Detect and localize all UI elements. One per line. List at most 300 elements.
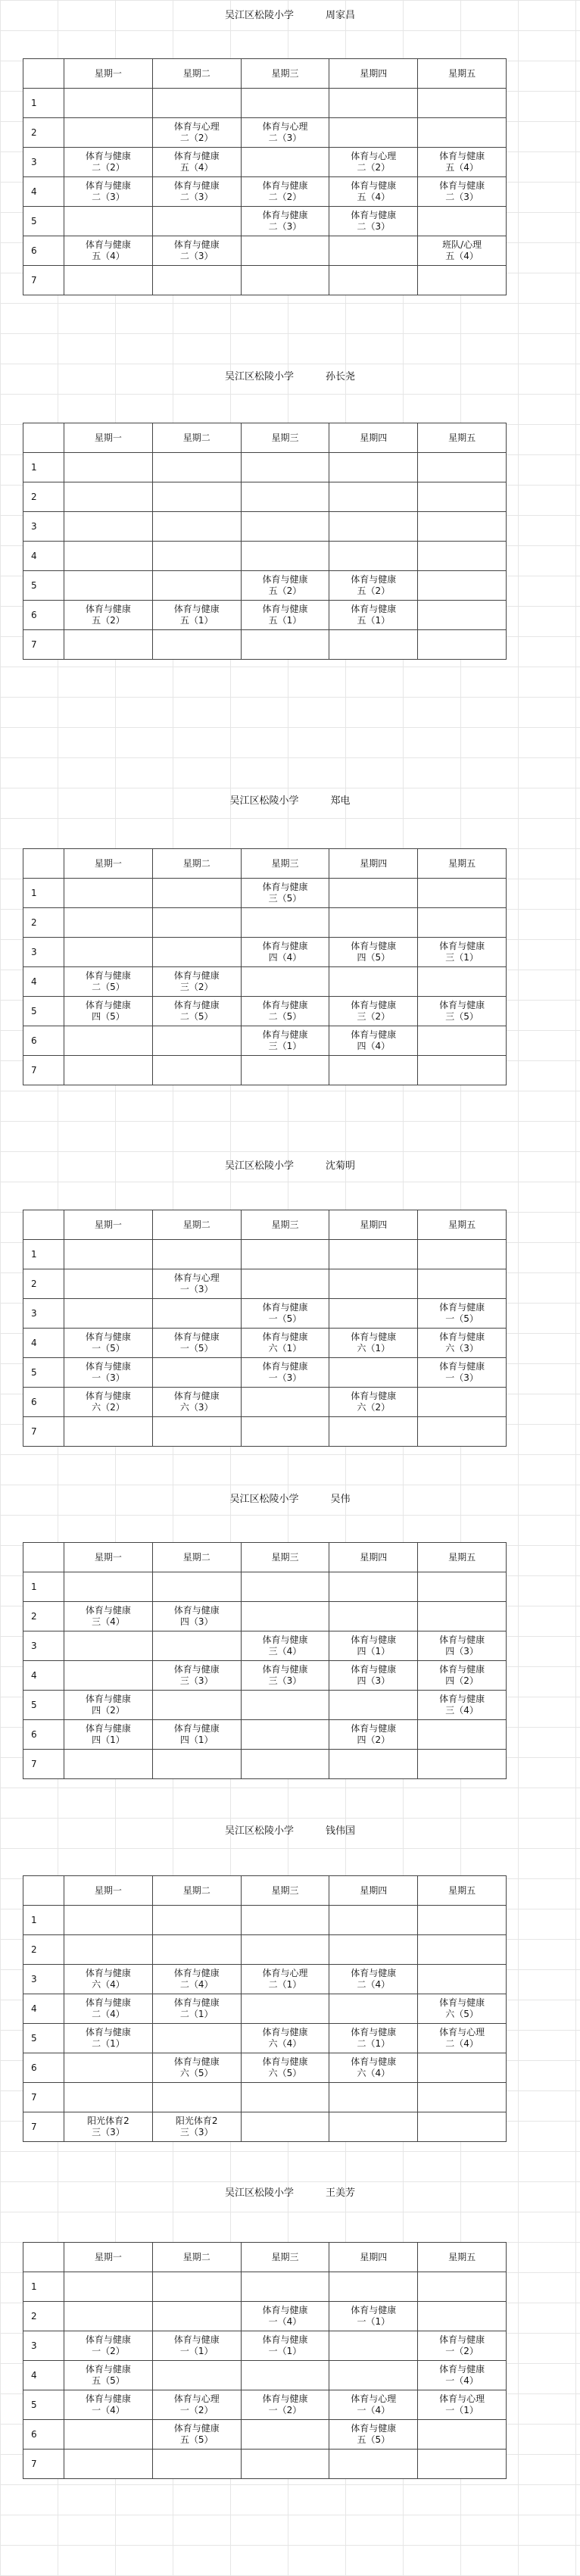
lesson-class: 五（5） <box>357 2434 391 2445</box>
table-row <box>23 453 507 482</box>
lesson-cell <box>329 207 418 236</box>
lesson-subject: 体育与心理 <box>351 2393 397 2404</box>
lesson-class: 三（3） <box>268 1675 302 1686</box>
lesson-class: 五（4） <box>357 192 391 202</box>
period-number: 4 <box>23 1329 64 1358</box>
empty-cell <box>241 1994 329 2024</box>
corner-cell <box>23 59 64 89</box>
empty-cell <box>152 2361 241 2390</box>
lesson-class: 四（3） <box>445 1646 479 1656</box>
table-row <box>23 1056 507 1085</box>
lesson-class: 二（5） <box>92 982 125 992</box>
day-header: 星期五 <box>418 1210 507 1240</box>
lesson-cell <box>152 177 241 207</box>
lesson-class: 四（1） <box>357 1646 391 1656</box>
table-row <box>23 207 507 236</box>
lesson-subject: 体育与健康 <box>173 2334 220 2345</box>
period-number: 3 <box>23 1631 64 1661</box>
lesson-cell <box>241 1026 329 1056</box>
table-row <box>23 1026 507 1056</box>
lesson-class: 五（1） <box>357 615 391 626</box>
empty-cell <box>418 1602 507 1631</box>
empty-cell <box>418 1269 507 1299</box>
period-number: 7 <box>23 2112 64 2142</box>
lesson-cell <box>329 148 418 177</box>
lesson-cell <box>418 1299 507 1329</box>
empty-cell <box>329 2361 418 2390</box>
empty-cell <box>152 542 241 571</box>
period-number: 4 <box>23 2361 64 2390</box>
table-row <box>23 938 507 967</box>
lesson-cell <box>152 2420 241 2450</box>
lesson-subject: 体育与健康 <box>85 1332 131 1342</box>
empty-cell <box>152 207 241 236</box>
empty-cell <box>241 236 329 266</box>
lesson-subject: 体育与健康 <box>439 2334 485 2345</box>
day-header: 星期四 <box>329 849 418 879</box>
header-row <box>23 1543 507 1572</box>
period-number: 1 <box>23 89 64 118</box>
lesson-class: 一（2） <box>445 2346 479 2356</box>
lesson-cell <box>329 1720 418 1750</box>
lesson-class: 四（2） <box>92 1705 125 1716</box>
lesson-cell <box>241 1631 329 1661</box>
day-header: 星期一 <box>64 1210 153 1240</box>
lesson-subject: 体育与健康 <box>262 1635 308 1645</box>
lesson-subject: 体育与健康 <box>85 2027 131 2037</box>
empty-cell <box>418 482 507 512</box>
lesson-class: 六（5） <box>179 2068 214 2078</box>
lesson-cell <box>64 2361 153 2390</box>
lesson-subject: 体育与健康 <box>439 1635 485 1645</box>
lesson-subject: 体育与健康 <box>351 2056 397 2067</box>
lesson-subject: 体育与健康 <box>173 1723 220 1734</box>
empty-cell <box>241 89 329 118</box>
lesson-subject: 体育与健康 <box>351 1000 397 1010</box>
empty-cell <box>418 1965 507 1994</box>
table-row <box>23 601 507 630</box>
empty-cell <box>329 1056 418 1085</box>
lesson-class: 四（3） <box>357 1675 391 1686</box>
lesson-class: 一（1） <box>445 2405 479 2415</box>
lesson-subject: 体育与健康 <box>262 180 308 191</box>
lesson-cell <box>418 2331 507 2361</box>
empty-cell <box>418 1906 507 1935</box>
empty-cell <box>64 453 153 482</box>
table-row <box>23 2053 507 2083</box>
lesson-cell <box>329 1661 418 1691</box>
empty-cell <box>329 630 418 660</box>
lesson-cell <box>241 938 329 967</box>
empty-cell <box>241 2272 329 2302</box>
lesson-cell <box>241 2390 329 2420</box>
lesson-cell <box>152 2053 241 2083</box>
lesson-cell <box>418 148 507 177</box>
lesson-cell <box>241 177 329 207</box>
lesson-subject: 体育与心理 <box>173 121 220 132</box>
empty-cell <box>329 1240 418 1269</box>
lesson-cell <box>64 2112 153 2142</box>
empty-cell <box>241 2450 329 2479</box>
empty-cell <box>329 512 418 542</box>
table-row <box>23 1935 507 1965</box>
lesson-subject: 体育与健康 <box>85 970 131 981</box>
lesson-cell <box>418 938 507 967</box>
lesson-class: 三（2） <box>179 982 214 992</box>
table-row <box>23 512 507 542</box>
teacher-name: 钱伟国 <box>326 1825 356 1837</box>
empty-cell <box>418 2420 507 2450</box>
lesson-cell <box>64 236 153 266</box>
period-number: 4 <box>23 1994 64 2024</box>
teacher-name: 郑电 <box>330 795 351 807</box>
lesson-cell <box>241 601 329 630</box>
table-row <box>23 1388 507 1417</box>
day-header: 星期四 <box>329 1543 418 1572</box>
lesson-subject: 体育与健康 <box>262 1302 308 1313</box>
lesson-cell <box>152 2331 241 2361</box>
empty-cell <box>64 2083 153 2112</box>
table-row <box>23 1750 507 1779</box>
period-number: 3 <box>23 1299 64 1329</box>
lesson-class: 一（2） <box>92 2346 125 2356</box>
lesson-cell <box>329 1388 418 1417</box>
lesson-subject: 体育与健康 <box>351 1635 397 1645</box>
table-row <box>23 571 507 601</box>
table-row <box>23 1329 507 1358</box>
lesson-subject: 体育与健康 <box>173 2423 220 2434</box>
period-number: 5 <box>23 571 64 601</box>
lesson-subject: 体育与健康 <box>85 180 131 191</box>
empty-cell <box>241 1906 329 1935</box>
lesson-subject: 体育与健康 <box>173 2056 220 2067</box>
lesson-subject: 体育与健康 <box>351 2423 397 2434</box>
period-number: 6 <box>23 1720 64 1750</box>
lesson-cell <box>64 1602 153 1631</box>
lesson-subject: 体育与健康 <box>351 1332 397 1342</box>
period-number: 5 <box>23 207 64 236</box>
day-header: 星期三 <box>241 1543 329 1572</box>
empty-cell <box>418 2450 507 2479</box>
lesson-cell <box>241 1358 329 1388</box>
lesson-cell <box>64 601 153 630</box>
lesson-class: 五（4） <box>445 162 479 173</box>
empty-cell <box>64 908 153 938</box>
empty-cell <box>418 1417 507 1447</box>
lesson-cell <box>152 1965 241 1994</box>
lesson-cell <box>152 1994 241 2024</box>
lesson-class: 一（3） <box>268 1372 302 1383</box>
day-header: 星期五 <box>418 2243 507 2272</box>
empty-cell <box>64 266 153 295</box>
lesson-subject: 体育与健康 <box>85 2334 131 2345</box>
lesson-cell <box>241 118 329 148</box>
empty-cell <box>241 482 329 512</box>
day-header: 星期三 <box>241 849 329 879</box>
corner-cell <box>23 849 64 879</box>
lesson-class: 六（2） <box>92 1402 125 1413</box>
teacher-name: 孙长尧 <box>326 371 356 382</box>
period-number: 2 <box>23 482 64 512</box>
lesson-cell <box>418 1631 507 1661</box>
lesson-subject: 体育与健康 <box>439 1302 485 1313</box>
empty-cell <box>418 630 507 660</box>
empty-cell <box>418 266 507 295</box>
empty-cell <box>152 89 241 118</box>
table-row <box>23 1965 507 1994</box>
period-number: 6 <box>23 1026 64 1056</box>
lesson-class: 五（5） <box>92 2375 125 2386</box>
lesson-subject: 体育与健康 <box>262 1332 308 1342</box>
lesson-subject: 体育与健康 <box>85 2364 131 2375</box>
lesson-class: 四（4） <box>357 1041 391 1051</box>
empty-cell <box>64 1631 153 1661</box>
table-row <box>23 1631 507 1661</box>
corner-cell <box>23 1543 64 1572</box>
lesson-subject: 体育与健康 <box>351 941 397 951</box>
lesson-subject: 体育与心理 <box>262 1968 308 1978</box>
lesson-class: 一（5） <box>445 1313 479 1324</box>
lesson-subject: 体育与健康 <box>173 970 220 981</box>
lesson-subject: 体育与健康 <box>173 151 220 161</box>
lesson-subject: 体育与健康 <box>262 941 308 951</box>
lesson-cell <box>418 1661 507 1691</box>
timetable <box>23 1210 507 1447</box>
empty-cell <box>64 2450 153 2479</box>
empty-cell <box>241 1935 329 1965</box>
lesson-subject: 体育与健康 <box>351 2305 397 2315</box>
lesson-class: 三（4） <box>445 1705 479 1716</box>
lesson-subject: 体育与健康 <box>85 1361 131 1372</box>
lesson-cell <box>241 2331 329 2361</box>
lesson-cell <box>64 1358 153 1388</box>
period-number: 3 <box>23 1965 64 1994</box>
empty-cell <box>418 453 507 482</box>
day-header: 星期三 <box>241 423 329 453</box>
empty-cell <box>329 266 418 295</box>
timetable <box>23 423 507 660</box>
lesson-class: 五（4） <box>92 251 125 261</box>
empty-cell <box>329 542 418 571</box>
lesson-class: 六（5） <box>268 2068 302 2078</box>
lesson-class: 五（2） <box>92 615 125 626</box>
empty-cell <box>241 266 329 295</box>
period-number: 1 <box>23 453 64 482</box>
lesson-class: 二（3） <box>268 133 302 143</box>
lesson-cell <box>152 236 241 266</box>
empty-cell <box>418 601 507 630</box>
table-row <box>23 1906 507 1935</box>
empty-cell <box>152 1358 241 1388</box>
empty-cell <box>418 1935 507 1965</box>
lesson-class: 四（1） <box>179 1735 214 1745</box>
empty-cell <box>241 542 329 571</box>
lesson-class: 六（5） <box>445 2009 479 2019</box>
lesson-class: 四（3） <box>179 1616 214 1627</box>
lesson-cell <box>241 997 329 1026</box>
lesson-subject: 体育与健康 <box>262 2305 308 2315</box>
table-row <box>23 630 507 660</box>
empty-cell <box>152 453 241 482</box>
empty-cell <box>329 482 418 512</box>
empty-cell <box>418 2272 507 2302</box>
empty-cell <box>329 1572 418 1602</box>
empty-cell <box>418 2112 507 2142</box>
lesson-cell <box>241 1661 329 1691</box>
day-header: 星期四 <box>329 2243 418 2272</box>
lesson-cell <box>152 997 241 1026</box>
lesson-subject: 体育与健康 <box>262 2056 308 2067</box>
lesson-subject: 体育与健康 <box>85 239 131 250</box>
lesson-class: 六（4） <box>357 2068 391 2078</box>
lesson-cell <box>329 2053 418 2083</box>
lesson-subject: 体育与健康 <box>85 1723 131 1734</box>
lesson-class: 六（1） <box>268 1343 302 1354</box>
lesson-subject: 体育与心理 <box>439 2393 485 2404</box>
lesson-cell <box>329 1965 418 1994</box>
lesson-class: 一（3） <box>445 1372 479 1383</box>
day-header: 星期五 <box>418 1876 507 1906</box>
lesson-subject: 体育与健康 <box>173 1391 220 1401</box>
lesson-class: 二（5） <box>268 1011 302 1022</box>
lesson-cell <box>329 2302 418 2331</box>
lesson-subject: 体育与健康 <box>351 1723 397 1734</box>
empty-cell <box>329 1358 418 1388</box>
lesson-cell <box>152 1720 241 1750</box>
empty-cell <box>418 1026 507 1056</box>
day-header: 星期五 <box>418 423 507 453</box>
lesson-class: 二（1） <box>92 2038 125 2049</box>
empty-cell <box>329 879 418 908</box>
empty-cell <box>241 2112 329 2142</box>
lesson-cell <box>152 1269 241 1299</box>
day-header: 星期二 <box>152 1543 241 1572</box>
table-row <box>23 2450 507 2479</box>
period-number: 5 <box>23 2390 64 2420</box>
period-number: 2 <box>23 1269 64 1299</box>
timetable <box>23 1875 507 2142</box>
lesson-cell <box>241 571 329 601</box>
corner-cell <box>23 2243 64 2272</box>
table-row <box>23 2390 507 2420</box>
school-name: 吴江区松陵小学 <box>224 2187 294 2199</box>
period-number: 1 <box>23 2272 64 2302</box>
lesson-subject: 体育与健康 <box>351 1968 397 1978</box>
empty-cell <box>152 1935 241 1965</box>
lesson-subject: 体育与健康 <box>351 574 397 585</box>
lesson-cell <box>329 601 418 630</box>
empty-cell <box>329 1602 418 1631</box>
lesson-subject: 体育与健康 <box>85 1694 131 1704</box>
school-name: 吴江区松陵小学 <box>224 371 294 382</box>
empty-cell <box>241 1388 329 1417</box>
day-header: 星期四 <box>329 1876 418 1906</box>
lesson-cell <box>64 2331 153 2361</box>
empty-cell <box>241 630 329 660</box>
day-header: 星期三 <box>241 2243 329 2272</box>
lesson-class: 一（1） <box>179 2346 214 2356</box>
lesson-cell <box>329 938 418 967</box>
empty-cell <box>64 1935 153 1965</box>
empty-cell <box>152 1691 241 1720</box>
lesson-class: 二（5） <box>179 1011 214 1022</box>
empty-cell <box>418 571 507 601</box>
empty-cell <box>418 1572 507 1602</box>
empty-cell <box>152 2024 241 2053</box>
day-header: 星期四 <box>329 59 418 89</box>
empty-cell <box>64 207 153 236</box>
empty-cell <box>152 2272 241 2302</box>
period-number: 7 <box>23 2450 64 2479</box>
lesson-class: 二（4） <box>179 1979 214 1990</box>
header-row <box>23 1210 507 1240</box>
lesson-class: 一（3） <box>179 1284 214 1294</box>
lesson-class: 一（1） <box>268 2346 302 2356</box>
table-row <box>23 2302 507 2331</box>
lesson-subject: 体育与健康 <box>262 1361 308 1372</box>
corner-cell <box>23 1210 64 1240</box>
table-row <box>23 1572 507 1602</box>
empty-cell <box>241 908 329 938</box>
period-number: 7 <box>23 266 64 295</box>
lesson-cell <box>241 1299 329 1329</box>
lesson-cell <box>329 2390 418 2420</box>
lesson-cell <box>329 2024 418 2053</box>
table-row <box>23 1602 507 1631</box>
lesson-cell <box>418 236 507 266</box>
empty-cell <box>64 118 153 148</box>
empty-cell <box>418 1388 507 1417</box>
lesson-class: 三（5） <box>445 1011 479 1022</box>
table-row <box>23 2083 507 2112</box>
schedule-title <box>0 6 580 26</box>
empty-cell <box>241 1417 329 1447</box>
lesson-subject: 体育与健康 <box>262 574 308 585</box>
lesson-class: 二（1） <box>179 2009 214 2019</box>
table-row <box>23 1691 507 1720</box>
empty-cell <box>329 89 418 118</box>
lesson-cell <box>241 1329 329 1358</box>
empty-cell <box>418 2083 507 2112</box>
period-number: 1 <box>23 879 64 908</box>
header-row <box>23 423 507 453</box>
empty-cell <box>418 908 507 938</box>
lesson-class: 四（1） <box>92 1735 125 1745</box>
lesson-cell <box>329 997 418 1026</box>
empty-cell <box>152 266 241 295</box>
lesson-subject: 体育与健康 <box>85 1605 131 1616</box>
table-row <box>23 2272 507 2302</box>
lesson-subject: 体育与健康 <box>262 1029 308 1040</box>
lesson-class: 一（5） <box>179 1343 214 1354</box>
lesson-class: 六（3） <box>179 1402 214 1413</box>
lesson-class: 二（3） <box>268 221 302 232</box>
lesson-class: 五（2） <box>357 585 391 596</box>
lesson-class: 一（5） <box>92 1343 125 1354</box>
lesson-subject: 体育与健康 <box>439 1664 485 1675</box>
empty-cell <box>241 1240 329 1269</box>
empty-cell <box>329 1417 418 1447</box>
lesson-subject: 体育与健康 <box>351 2027 397 2037</box>
lesson-subject: 体育与健康 <box>85 1000 131 1010</box>
empty-cell <box>64 938 153 967</box>
empty-cell <box>329 118 418 148</box>
empty-cell <box>64 2272 153 2302</box>
lesson-subject: 体育与健康 <box>351 210 397 220</box>
lesson-class: 五（1） <box>268 615 302 626</box>
empty-cell <box>329 1935 418 1965</box>
lesson-cell <box>241 2053 329 2083</box>
